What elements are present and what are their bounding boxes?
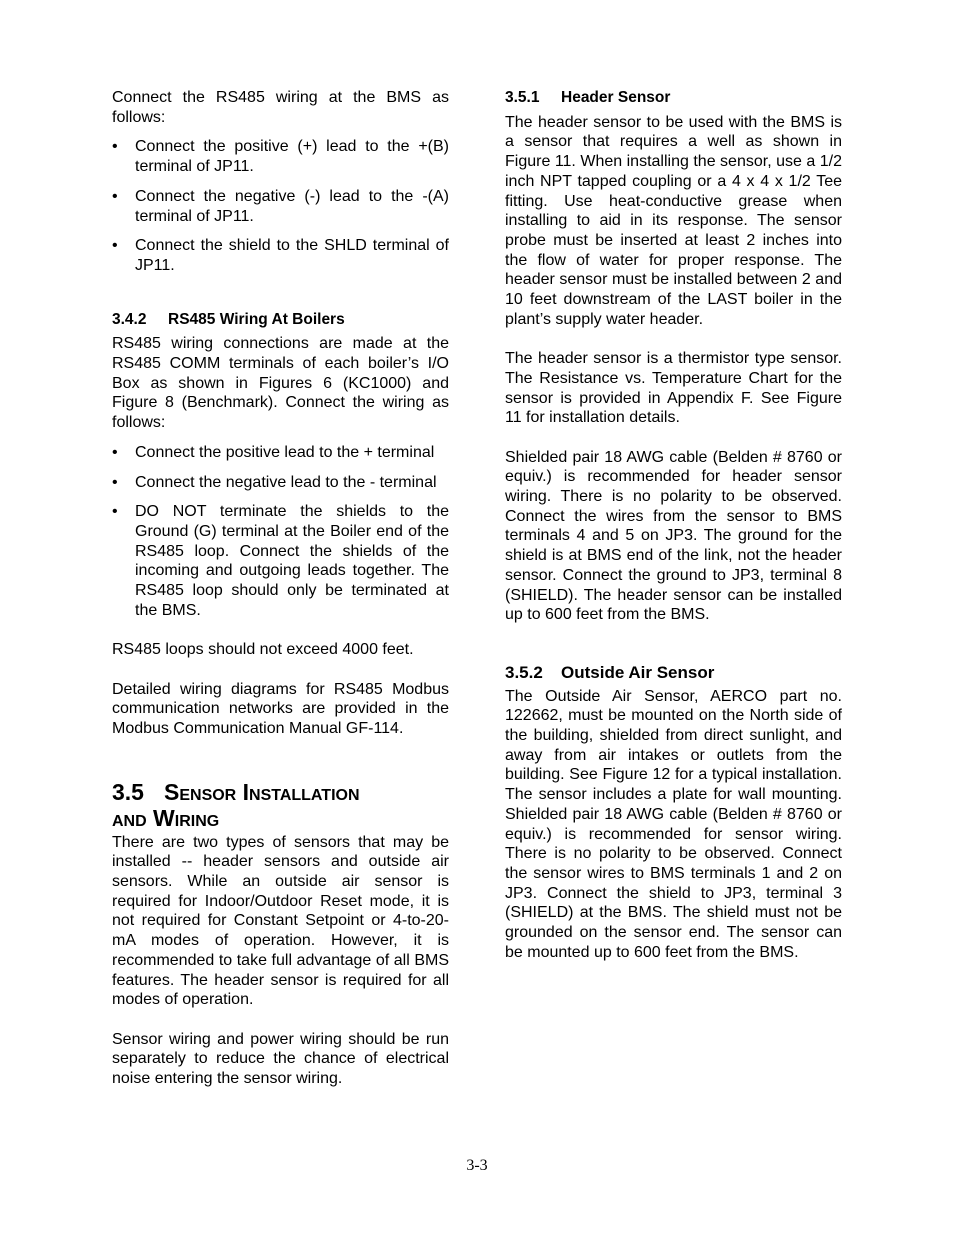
section-3-5-paragraph-2: Sensor wiring and power wiring should be run separately to reduce the chance of electrical noise entering the sensor wiring. <box>112 1030 449 1088</box>
loop-length-paragraph: RS485 loops should not exceed 4000 feet. <box>112 641 414 659</box>
header-sensor-paragraph-2: The header sensor is a thermistor type sensor. The Resistance vs. Temperature Chart for the sensor is provided in Appendix F. See Figure 11 for installation details. <box>505 350 842 427</box>
list-item: • Connect the negative (-) lead to the -(A) terminal of JP11. <box>112 187 449 225</box>
section-3-5-1-heading: 3.5.1 Header Sensor <box>505 89 671 106</box>
left-column <box>112 88 449 1089</box>
right-column <box>505 88 842 963</box>
bullet-icon: • <box>112 237 118 255</box>
section-3-4-2-paragraph: RS485 wiring connections are made at the RS485 COMM terminals of each boiler’s I/O Box as shown in Figures 6 (KC1000) and Figure 8 (Benchmark). Connect the wiring as follows: <box>112 335 449 432</box>
boiler-wiring-list <box>112 443 449 621</box>
section-3-5-2-heading: 3.5.2 Outside Air Sensor <box>505 662 715 682</box>
header-sensor-paragraph-3: Shielded pair 18 AWG cable (Belden # 8760 or equiv.) is recommended for header sensor wiring. There is no polarity to be observed. Connect the wires from the sensor to BMS terminals 4 and 5 on JP3. The ground for the shield is at BMS end of the link, not the header sensor. Connect the ground to JP3, terminal 8 (SHIELD). The header sensor can be installed up to 600 feet from the BMS. <box>505 448 842 624</box>
section-3-5-paragraph-1: There are two types of sensors that may be installed -- header sensors and outside air sensors. While an outside air sensor is required for Indoor/Outdoor Reset mode, it is not required for Constant Setpoint or 4-to-20-mA modes of operation. However, it is recommended to take full advantage of all BMS features. The header sensor is required for all modes of operation. <box>112 833 449 1009</box>
intro-paragraph: Connect the RS485 wiring at the BMS as follows: <box>112 89 449 126</box>
bullet-icon: • <box>112 473 118 491</box>
wiring-diagrams-paragraph: Detailed wiring diagrams for RS485 Modbus communication networks are provided in the Modbus Communication Manual GF-114. <box>112 680 449 737</box>
outside-air-sensor-paragraph: The Outside Air Sensor, AERCO part no. 122662, must be mounted on the North side of the building, shielded from direct sunlight, and away from air intakes or outlets from the building. See Figure 12 for a typical installation. The sensor includes a plate for wall mounting. Shielded pair 18 AWG cable (Belden # 8760 or equiv.) is recommended for sensor wiring. There is no polarity to be observed. Connect the sensor wires to BMS terminals 1 and 2 on JP3. Connect the shield to JP3, terminal 3 (SHIELD) at the BMS. The shield must not be grounded on the sensor end. The sensor can be mounted up to 600 feet from the BMS. <box>505 687 842 961</box>
list-item: • Connect the negative lead to the - terminal <box>112 473 437 491</box>
list-item: • Connect the positive (+) lead to the +(B) terminal of JP11. <box>112 138 449 176</box>
bullet-icon: • <box>112 443 118 461</box>
section-3-4-2-heading: 3.4.2 RS485 Wiring At Boilers <box>112 310 345 328</box>
bullet-icon: • <box>112 138 118 156</box>
bms-wiring-list <box>112 137 449 275</box>
list-item: • DO NOT terminate the shields to the Ground (G) terminal at the Boiler end of the RS485 loop. Connect the shields of the incoming and outgoing leads together. The RS485 loop should only be terminated at the BMS. <box>112 503 449 619</box>
list-item: • Connect the positive lead to the + terminal <box>112 443 435 461</box>
section-3-5-heading: 3.5 Sensor Installation and Wiring <box>112 778 360 831</box>
list-item: • Connect the shield to the SHLD terminal of JP11. <box>112 237 449 274</box>
bullet-icon: • <box>112 187 118 205</box>
page-number: 3-3 <box>466 1157 488 1174</box>
bullet-icon: • <box>112 503 118 521</box>
header-sensor-paragraph-1: The header sensor to be used with the BMS is a sensor that requires a well as shown in Figure 11. When installing the sensor, use a 1/2 inch NPT tapped coupling or a 4 x 4 x 1/2 Tee fitting. Use heat-conductive grease when installing to aid in its response. The sensor probe must be inserted at least 2 inches into the flow of water for proper response. The header sensor must be installed between 2 and 10 feet downstream of the LAST boiler in the plant’s supply water header. <box>505 113 842 328</box>
